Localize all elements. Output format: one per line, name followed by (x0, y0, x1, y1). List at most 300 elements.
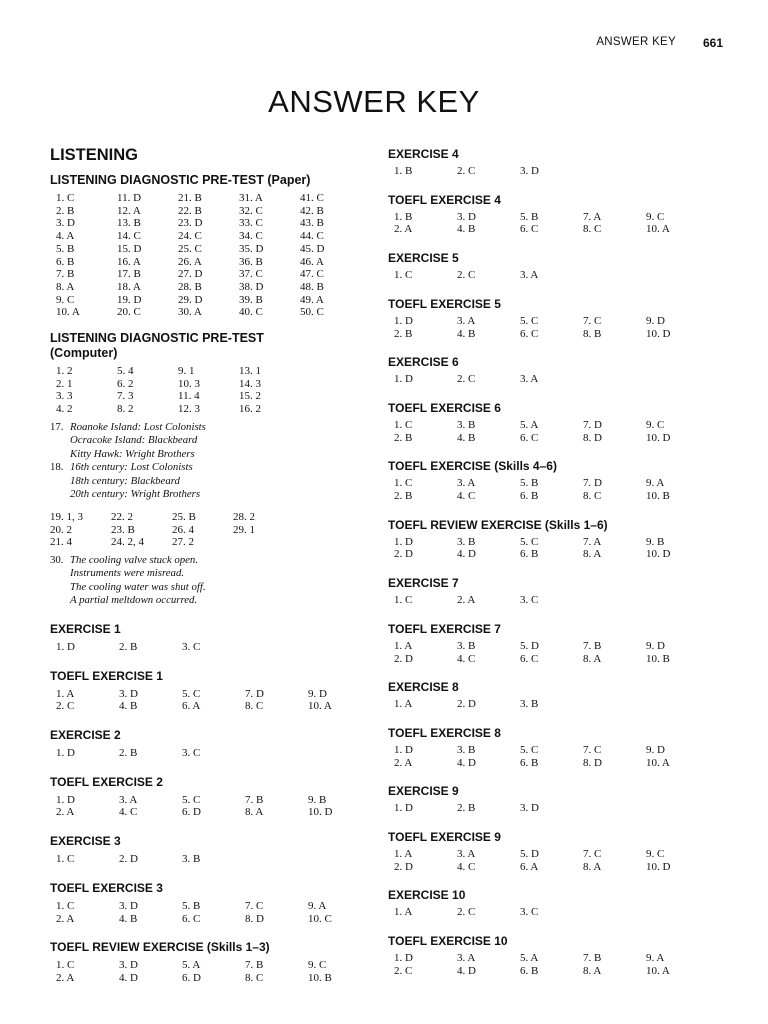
answer-cell: 7. C (583, 848, 602, 861)
answer-cell: 4. C (457, 860, 476, 873)
answer-cell: 6. B (520, 964, 539, 977)
exercise-title: TOEFL EXERCISE 7 (388, 621, 501, 636)
answer-row (394, 861, 723, 874)
answer-cell: 5. B (520, 210, 539, 223)
exercise-title: TOEFL EXERCISE 8 (388, 725, 501, 740)
answer-cell: 17. B (117, 268, 141, 281)
answer-row (56, 294, 368, 307)
answer-cell: 27. 2 (172, 536, 194, 549)
exercise-answers (56, 688, 368, 713)
answer-cell: 43. B (300, 217, 324, 230)
answer-cell: 2. 1 (56, 377, 73, 390)
answer-cell: 20. C (117, 306, 141, 319)
answer-cell: 21. B (178, 192, 202, 204)
answer-cell: 2. B (394, 490, 413, 503)
answer-cell: 1. C (56, 853, 75, 866)
exercise-section (388, 726, 723, 769)
q30-number: 30. (50, 553, 64, 566)
answer-cell: 2. C (457, 906, 476, 919)
exercise-title: TOEFL REVIEW EXERCISE (Skills 1–3) (50, 940, 270, 955)
exercise-answers (56, 900, 368, 925)
answer-cell: 1. D (394, 952, 413, 965)
answer-cell: 9. D (646, 743, 665, 756)
exercise-answers (394, 744, 723, 769)
answer-cell: 14. C (117, 230, 141, 243)
answer-row (56, 243, 368, 256)
answer-cell: 7. B (245, 793, 264, 806)
exercise-title: EXERCISE 9 (388, 784, 459, 799)
answer-cell: 7. B (583, 639, 602, 652)
exercise-title: EXERCISE 2 (50, 728, 121, 743)
answer-cell: 38. D (239, 280, 264, 293)
answer-cell: 8. C (583, 223, 602, 236)
exercise-answers (394, 802, 723, 815)
answer-cell: 31. A (239, 192, 263, 204)
answer-cell: 34. C (239, 230, 263, 243)
answer-cell: 35. D (239, 242, 264, 255)
exercise-title: TOEFL REVIEW EXERCISE (Skills 1–6) (388, 517, 608, 532)
answer-cell: 2. D (457, 698, 476, 711)
answer-cell: 1. D (56, 640, 75, 653)
answer-cell: 1. D (56, 747, 75, 760)
answer-row (394, 477, 723, 490)
diag-paper-answers (56, 192, 368, 319)
answer-cell: 1. A (394, 698, 413, 711)
answer-cell: 5. B (56, 242, 75, 255)
answer-cell: 8. 2 (117, 403, 134, 416)
exercise-answers (394, 269, 723, 282)
answer-cell: 3. A (119, 793, 138, 806)
answer-cell: 10. C (308, 912, 332, 925)
answer-cell: 2. C (457, 373, 476, 386)
answer-cell: 2. C (457, 165, 476, 177)
exercise-answers (394, 906, 723, 919)
answer-cell: 2. A (56, 971, 75, 984)
answer-cell: 1. C (394, 477, 413, 490)
answer-cell: 24. 2, 4 (111, 536, 144, 549)
answer-cell: 2. B (119, 747, 138, 760)
exercise-section (388, 251, 723, 282)
answer-cell: 3. A (520, 373, 539, 386)
q18-line: 16th century: Lost Colonists (70, 461, 193, 474)
answer-cell: 7. A (583, 535, 602, 548)
answer-cell: 5. C (520, 743, 539, 756)
answer-cell: 3. B (520, 698, 539, 711)
answer-cell: 16. 2 (239, 403, 261, 416)
answer-row (394, 653, 723, 666)
answer-cell: 1. D (394, 535, 413, 548)
answer-cell: 9. C (56, 293, 75, 306)
answer-cell: 12. 3 (178, 403, 200, 416)
answer-cell: 24. C (178, 230, 202, 243)
exercise-answers (394, 477, 723, 502)
exercise-section (50, 622, 368, 654)
answer-cell: 8. D (583, 431, 602, 444)
answer-cell: 6. B (520, 490, 539, 503)
answer-cell: 9. A (646, 477, 665, 490)
answer-cell: 33. C (239, 217, 263, 230)
answer-cell: 7. C (583, 314, 602, 327)
exercise-title: TOEFL EXERCISE 4 (388, 192, 501, 207)
answer-cell: 28. 2 (233, 510, 255, 523)
answer-row (394, 269, 723, 282)
answer-cell: 4. C (457, 652, 476, 665)
answer-cell: 10. D (646, 860, 671, 873)
exercise-title: EXERCISE 7 (388, 576, 459, 591)
answer-cell: 20. 2 (50, 523, 72, 536)
exercise-section (388, 622, 723, 665)
q30-line: Instruments were misread. (70, 567, 185, 580)
answer-cell: 10. A (308, 700, 332, 713)
answer-cell: 3. B (457, 535, 476, 548)
answer-cell: 7. A (583, 210, 602, 223)
answer-cell: 9. 1 (178, 365, 195, 378)
answer-cell: 8. A (245, 806, 264, 819)
answer-q18 (50, 461, 368, 502)
answer-cell: 27. D (178, 268, 203, 281)
answer-cell: 39. B (239, 293, 263, 306)
page-title: ANSWER KEY (268, 84, 480, 119)
answer-cell: 23. D (178, 217, 203, 230)
answer-cell: 2. C (56, 700, 75, 713)
answer-cell: 6. C (182, 912, 201, 925)
exercise-answers (394, 419, 723, 444)
answer-row (394, 906, 723, 919)
answer-row (56, 256, 368, 269)
answer-row (56, 747, 368, 760)
answer-cell: 36. B (239, 255, 263, 268)
answer-cell: 2. A (56, 912, 75, 925)
exercise-answers (394, 373, 723, 386)
exercise-title: TOEFL EXERCISE 2 (50, 774, 163, 789)
answer-cell: 41. C (300, 192, 324, 204)
answer-cell: 2. A (394, 756, 413, 769)
q17-line: Roanoke Island: Lost Colonists (70, 420, 206, 433)
q17-number: 17. (50, 420, 64, 433)
answer-cell: 2. B (457, 802, 476, 815)
left-sections (50, 622, 368, 985)
answer-cell: 6. B (520, 756, 539, 769)
answer-cell: 1. C (394, 269, 413, 282)
answer-cell: 8. A (56, 280, 75, 293)
exercise-answers (394, 315, 723, 340)
answer-cell: 9. D (646, 639, 665, 652)
answer-row (394, 848, 723, 861)
diag-computer-answers-2 (50, 511, 368, 549)
exercise-section (388, 297, 723, 340)
answer-cell: 4. C (119, 806, 138, 819)
answer-row (394, 165, 723, 178)
answer-cell: 13. B (117, 217, 141, 230)
answer-cell: 10. A (646, 756, 670, 769)
answer-cell: 19. 1, 3 (50, 510, 83, 523)
answer-row (56, 913, 368, 926)
right-sections (388, 147, 723, 978)
exercise-section (388, 888, 723, 919)
answer-row (56, 403, 368, 416)
running-head (0, 36, 768, 50)
answer-cell: 6. B (520, 548, 539, 561)
answer-cell: 3. D (119, 687, 138, 700)
answer-row (394, 757, 723, 770)
answer-cell: 3. A (457, 477, 476, 490)
answer-cell: 7. B (56, 268, 75, 281)
answer-cell: 47. C (300, 268, 324, 281)
answer-cell: 50. C (300, 306, 324, 319)
exercise-title: EXERCISE 3 (50, 834, 121, 849)
exercise-answers (56, 641, 368, 654)
answer-cell: 28. B (178, 280, 202, 293)
answer-cell: 3. A (457, 952, 476, 965)
answer-row (56, 217, 368, 230)
answer-cell: 8. B (583, 327, 602, 340)
exercise-answers (56, 959, 368, 984)
answer-cell: 4. C (457, 490, 476, 503)
answer-cell: 1. D (394, 743, 413, 756)
answer-row (394, 698, 723, 711)
exercise-title: TOEFL EXERCISE 5 (388, 296, 501, 311)
answer-cell: 3. D (56, 217, 75, 230)
answer-row (394, 432, 723, 445)
answer-cell: 3. B (457, 418, 476, 431)
answer-cell: 6. A (520, 860, 539, 873)
answer-cell: 1. A (394, 906, 413, 919)
answer-row (394, 744, 723, 757)
answer-cell: 3. A (457, 314, 476, 327)
exercise-section (50, 775, 368, 819)
answer-row (50, 524, 368, 537)
answer-row (394, 536, 723, 549)
answer-cell: 8. A (583, 860, 602, 873)
exercise-title: EXERCISE 5 (388, 251, 459, 266)
answer-cell: 1. B (394, 210, 413, 223)
answer-cell: 1. D (56, 793, 75, 806)
answer-cell: 45. D (300, 242, 325, 255)
answer-row (56, 281, 368, 294)
answer-cell: 1. C (56, 192, 75, 204)
answer-cell: 6. C (520, 431, 539, 444)
exercise-title: TOEFL EXERCISE 9 (388, 830, 501, 845)
exercise-title: EXERCISE 4 (388, 147, 459, 161)
diag-computer-title-line2: (Computer) (50, 346, 118, 361)
answer-cell: 11. 4 (178, 390, 200, 403)
exercise-title: EXERCISE 1 (50, 621, 121, 636)
answer-row (56, 806, 368, 819)
answer-cell: 6. B (56, 255, 75, 268)
q17-line: Ocracoke Island: Blackbeard (70, 434, 198, 447)
answer-row (56, 205, 368, 218)
answer-cell: 2. B (394, 327, 413, 340)
answer-cell: 2. C (394, 964, 413, 977)
exercise-section (50, 669, 368, 713)
q30-line: The cooling valve stuck open. (70, 553, 199, 566)
answer-cell: 29. 1 (233, 523, 255, 536)
answer-cell: 37. C (239, 268, 263, 281)
answer-row (56, 641, 368, 654)
answer-cell: 7. B (583, 952, 602, 965)
answer-cell: 4. B (457, 327, 476, 340)
exercise-section (388, 193, 723, 236)
exercise-answers (394, 952, 723, 977)
answer-cell: 8. A (583, 964, 602, 977)
answer-cell: 1. A (56, 687, 75, 700)
answer-cell: 1. 2 (56, 365, 73, 378)
answer-cell: 26. 4 (172, 523, 194, 536)
answer-cell: 5. A (520, 418, 539, 431)
answer-cell: 22. 2 (111, 510, 133, 523)
answer-cell: 22. B (178, 204, 202, 217)
answer-cell: 7. D (245, 687, 264, 700)
left-column (50, 146, 368, 1000)
answer-cell: 25. B (172, 510, 196, 523)
answer-cell: 6. C (520, 223, 539, 236)
answer-cell: 10. A (646, 964, 670, 977)
answer-cell: 1. D (394, 373, 413, 386)
answer-row (56, 306, 368, 319)
answer-cell: 3. C (182, 640, 201, 653)
answer-cell: 7. C (245, 899, 264, 912)
answer-cell: 7. B (245, 959, 264, 972)
answer-cell: 8. A (583, 652, 602, 665)
answer-row (56, 794, 368, 807)
answer-cell: 3. 3 (56, 390, 73, 403)
answer-cell: 15. 2 (239, 390, 261, 403)
answer-cell: 6. C (520, 327, 539, 340)
answer-cell: 5. C (520, 535, 539, 548)
answer-cell: 30. A (178, 306, 202, 319)
answer-row (394, 490, 723, 503)
right-column (388, 147, 723, 993)
answer-cell: 2. D (394, 860, 413, 873)
answer-cell: 10. D (646, 327, 671, 340)
answer-row (56, 700, 368, 713)
answer-cell: 5. B (182, 899, 201, 912)
answer-cell: 1. A (394, 848, 413, 861)
answer-row (56, 230, 368, 243)
exercise-title: TOEFL EXERCISE (Skills 4–6) (388, 459, 557, 474)
listening-heading: LISTENING (50, 146, 139, 164)
answer-cell: 7. D (583, 418, 602, 431)
q18-number: 18. (50, 461, 64, 474)
answer-cell: 6. 2 (117, 377, 134, 390)
exercise-answers (394, 594, 723, 607)
answer-cell: 19. D (117, 293, 142, 306)
exercise-title: TOEFL EXERCISE 10 (388, 934, 508, 949)
answer-cell: 8. C (245, 971, 264, 984)
answer-cell: 44. C (300, 230, 324, 243)
answer-row (394, 965, 723, 978)
answer-cell: 2. D (394, 652, 413, 665)
answer-cell: 3. B (457, 743, 476, 756)
answer-row (50, 536, 368, 549)
answer-cell: 8. D (583, 756, 602, 769)
answer-cell: 9. B (646, 535, 665, 548)
answer-cell: 6. A (182, 700, 201, 713)
answer-cell: 4. B (457, 223, 476, 236)
answer-cell: 5. 4 (117, 365, 134, 378)
exercise-section (388, 355, 723, 386)
answer-cell: 10. D (646, 431, 671, 444)
answer-cell: 4. D (119, 971, 138, 984)
q18-line: 20th century: Wright Brothers (70, 488, 201, 501)
answer-cell: 5. D (520, 639, 539, 652)
answer-cell: 8. D (245, 912, 264, 925)
answer-cell: 5. C (520, 314, 539, 327)
q17-line: Kitty Hawk: Wright Brothers (70, 447, 195, 460)
answer-row (394, 315, 723, 328)
answer-row (394, 373, 723, 386)
answer-cell: 48. B (300, 280, 324, 293)
answer-row (56, 268, 368, 281)
answer-q17 (50, 421, 368, 462)
answer-cell: 14. 3 (239, 377, 261, 390)
answer-row (56, 390, 368, 403)
answer-row (56, 688, 368, 701)
exercise-section (50, 728, 368, 760)
answer-cell: 2. A (56, 806, 75, 819)
answer-cell: 3. A (457, 848, 476, 861)
answer-cell: 23. B (111, 523, 135, 536)
answer-cell: 8. C (583, 490, 602, 503)
q18-line: 18th century: Blackbeard (70, 474, 180, 487)
answer-cell: 4. B (457, 431, 476, 444)
answer-q30 (50, 554, 368, 608)
answer-cell: 3. D (119, 959, 138, 972)
answer-cell: 3. B (457, 639, 476, 652)
answer-cell: 6. D (182, 806, 201, 819)
answer-cell: 15. D (117, 242, 142, 255)
answer-row (394, 223, 723, 236)
q30-line: The cooling water was shut off. (70, 580, 206, 593)
exercise-section (388, 518, 723, 561)
answer-cell: 1. C (394, 594, 413, 607)
answer-cell: 4. A (56, 230, 75, 243)
answer-cell: 9. D (646, 314, 665, 327)
answer-cell: 40. C (239, 306, 263, 319)
answer-cell: 4. D (457, 756, 476, 769)
answer-cell: 2. A (457, 594, 476, 607)
exercise-section (388, 401, 723, 444)
exercise-answers (394, 536, 723, 561)
answer-cell: 8. C (245, 700, 264, 713)
answer-cell: 9. C (646, 210, 665, 223)
answer-cell: 5. A (520, 952, 539, 965)
answer-cell: 9. C (646, 418, 665, 431)
answer-cell: 3. D (457, 210, 476, 223)
exercise-section (388, 576, 723, 607)
diag-computer-answers-1 (56, 365, 368, 416)
answer-cell: 7. C (583, 743, 602, 756)
answer-cell: 29. D (178, 293, 203, 306)
answer-cell: 10. B (646, 490, 670, 503)
answer-cell: 5. A (182, 959, 201, 972)
answer-cell: 10. D (308, 806, 333, 819)
answer-cell: 10. A (56, 306, 80, 319)
answer-cell: 9. A (646, 952, 665, 965)
answer-row (394, 548, 723, 561)
q30-line: A partial meltdown occurred. (70, 594, 198, 607)
answer-cell: 1. C (394, 418, 413, 431)
answer-cell: 49. A (300, 293, 324, 306)
page-number: 661 (702, 36, 723, 50)
answer-cell: 1. D (394, 802, 413, 815)
exercise-answers (394, 165, 723, 178)
answer-cell: 10. B (308, 971, 332, 984)
answer-cell: 10. 3 (178, 377, 200, 390)
answer-cell: 3. B (182, 853, 201, 866)
exercise-title: EXERCISE 10 (388, 888, 466, 903)
answer-cell: 5. C (182, 793, 201, 806)
